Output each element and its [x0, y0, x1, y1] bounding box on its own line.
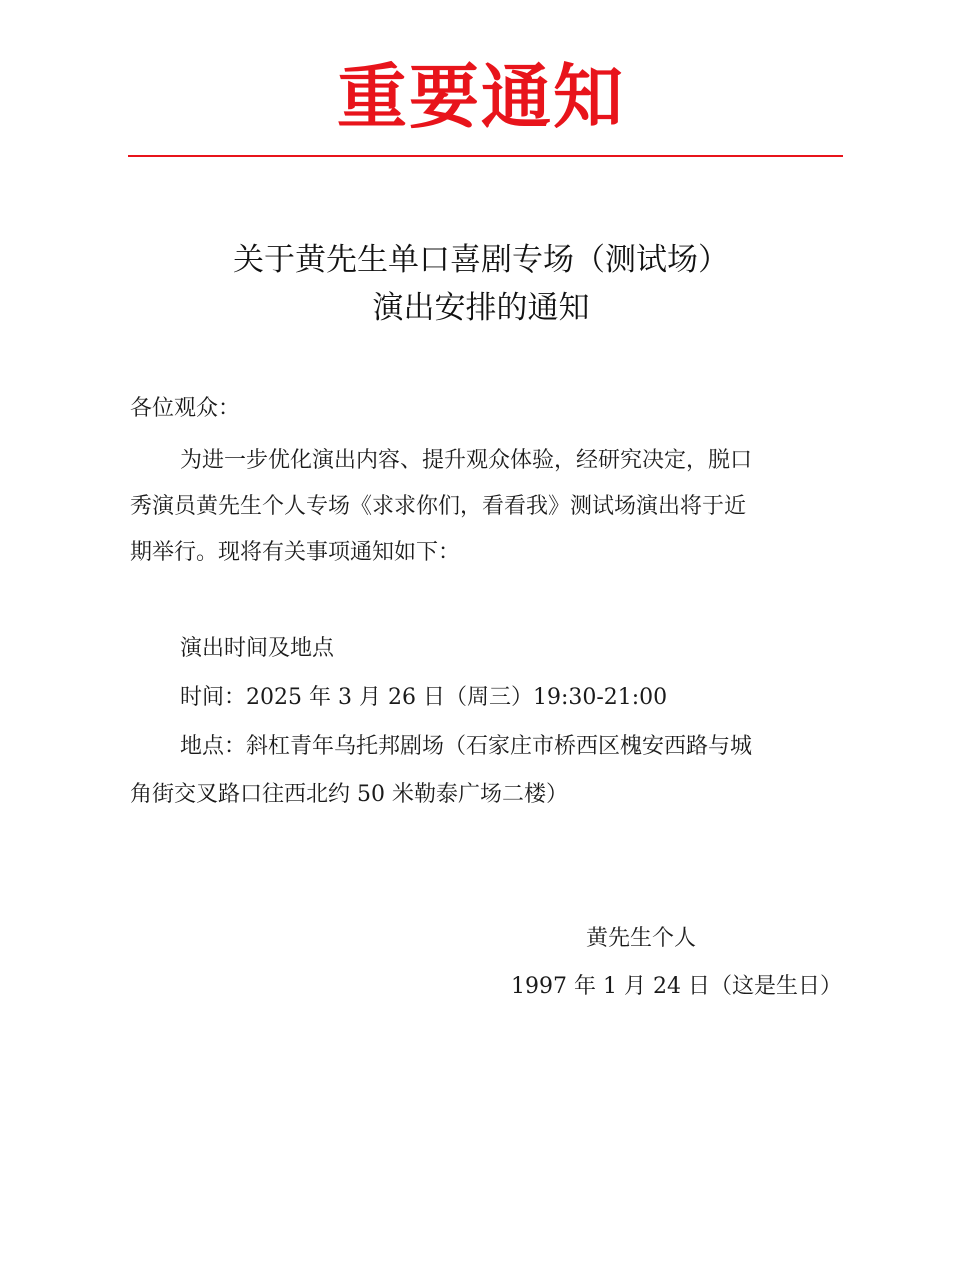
document-title-line-1: 关于黄先生单口喜剧专场（测试场） — [233, 242, 729, 278]
paragraph-line-2: 秀演员黄先生个人专场《求求你们，看看我》测试场演出将于近 — [130, 494, 747, 519]
location-line-2: 角街交叉路口往西北约 50 米勒泰广场二楼） — [130, 782, 568, 807]
header-divider — [128, 155, 843, 157]
paragraph-line-1: 为进一步优化演出内容、提升观众体验，经研究决定，脱口 — [180, 448, 753, 473]
document-title — [0, 236, 962, 332]
notice-header-title: 重要通知 — [337, 56, 625, 138]
paragraph-line-3: 期举行。现将有关事项通知如下： — [130, 540, 461, 565]
intro-paragraph — [130, 438, 842, 576]
signature-name: 黄先生个人 — [585, 926, 696, 951]
document-title-line-2: 演出安排的通知 — [372, 290, 590, 326]
section-heading: 演出时间及地点 — [180, 636, 335, 661]
signature-date: 1997 年 1 月 24 日（这是生日） — [511, 974, 842, 999]
location-line-1: 地点：斜杠青年乌托邦剧场（石家庄市桥西区槐安西路与城 — [180, 734, 753, 759]
time-line: 时间：2025 年 3 月 26 日（周三）19:30-21:00 — [180, 685, 668, 710]
greeting: 各位观众： — [130, 396, 241, 421]
